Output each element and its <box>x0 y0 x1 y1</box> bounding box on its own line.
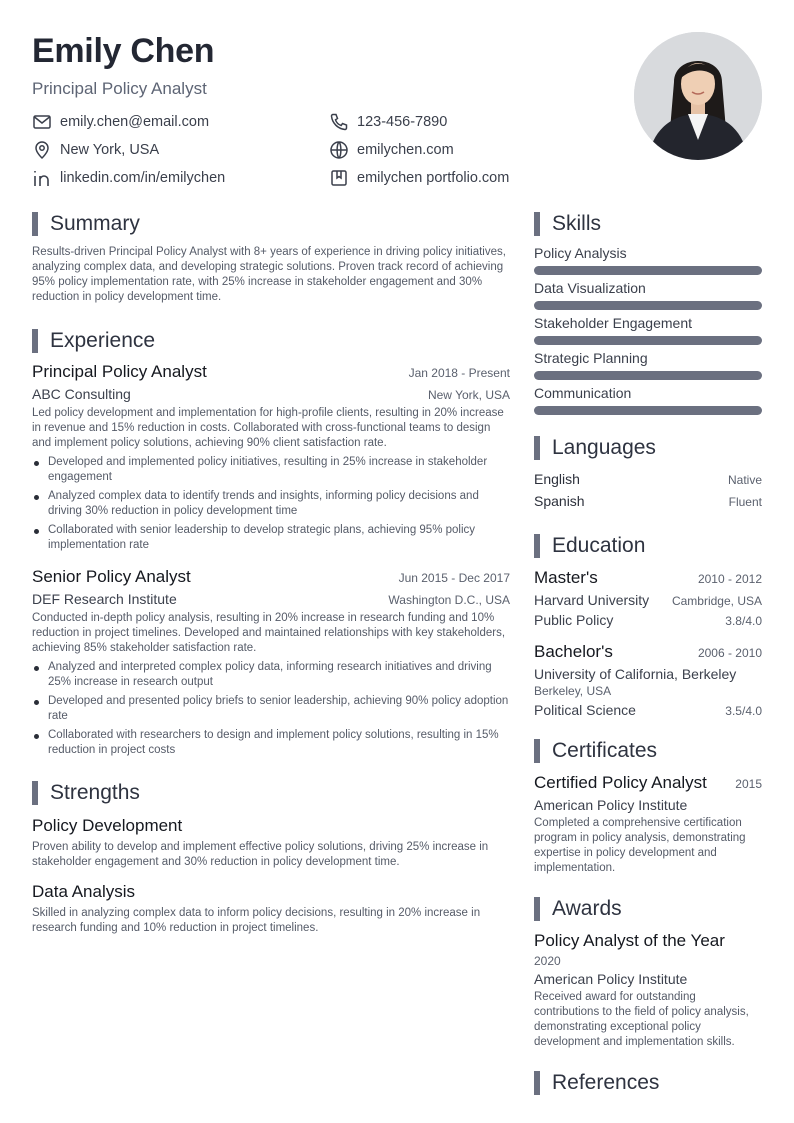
skill-bar <box>534 301 762 310</box>
strength-title: Policy Development <box>32 816 183 835</box>
certificate-title: Certified Policy Analyst <box>534 773 707 792</box>
certificate-year: 2015 <box>735 777 762 791</box>
bookmark-icon <box>329 168 349 188</box>
profile-photo <box>634 32 762 160</box>
list-item: Analyzed and interpreted complex policy data, informing research initiatives and driving 25% increase in research output <box>32 660 510 690</box>
resume-header <box>32 30 632 186</box>
languages-list <box>534 469 762 513</box>
certificate-entry <box>534 773 762 876</box>
summary-text: Results-driven Principal Policy Analyst with 8+ years of experience in driving policy initiatives, analyzing complex data, and developing strategic solutions. Proven track record of achieving 95% policy implementation rate, with 25% increase in stakeholder engagement and 30% reduction in policy development time. <box>32 246 506 303</box>
education-entry <box>534 568 762 628</box>
strength-item <box>32 882 510 936</box>
education-entry <box>534 642 762 718</box>
skills-list <box>534 244 762 415</box>
contact-phone[interactable] <box>329 112 447 132</box>
certificate-issuer: American Policy Institute <box>534 797 688 813</box>
job-dates: Jan 2018 - Present <box>408 366 510 380</box>
language-row <box>534 469 762 491</box>
job-entry <box>32 567 510 758</box>
award-entry <box>534 931 762 1050</box>
candidate-title: Principal Policy Analyst <box>32 79 207 98</box>
award-year: 2020 <box>534 954 561 968</box>
right-column <box>534 211 762 1096</box>
skill-name: Policy Analysis <box>534 245 627 261</box>
contact-text: emilychen portfolio.com <box>357 170 510 186</box>
list-item: Analyzed complex data to identify trends and insights, informing policy decisions and driving 30% reduction in policy development time <box>32 489 510 519</box>
contact-linkedin[interactable] <box>32 168 225 188</box>
edu-school: Harvard University <box>534 592 650 608</box>
contact-location <box>32 140 159 160</box>
edu-gpa: 3.8/4.0 <box>725 614 762 628</box>
job-description: Conducted in-depth policy analysis, resulting in 20% increase in research funding and 10% reduction in project timelines. Developed and maintained relationships with key stakeholders, achieving 85% stakeholder satisfaction rate. <box>32 612 506 654</box>
summary-heading: Summary <box>32 211 510 237</box>
list-item: Collaborated with researchers to design and implement policy solutions, resulting in 15% reduction in project costs <box>32 728 510 758</box>
contact-text: emilychen.com <box>357 142 454 158</box>
job-title: Principal Policy Analyst <box>32 362 207 381</box>
edu-school: University of California, Berkeley <box>534 666 737 682</box>
job-description: Led policy development and implementation for high-profile clients, resulting in 20% increase in revenue and 15% reduction in costs. Collaborated with cross-functional teams to design and implement policy solutions, achieving 90% client satisfaction rate. <box>32 407 504 449</box>
contact-text: 123-456-7890 <box>357 114 448 130</box>
candidate-name: Emily Chen <box>32 32 215 70</box>
job-location: New York, USA <box>427 388 510 402</box>
globe-icon <box>329 140 349 160</box>
edu-location: Cambridge, USA <box>671 594 762 608</box>
education-heading: Education <box>534 533 762 559</box>
skill-name: Stakeholder Engagement <box>534 315 692 331</box>
edu-degree: Master's <box>534 568 598 587</box>
languages-heading: Languages <box>534 435 762 461</box>
edu-years: 2010 - 2012 <box>697 572 762 586</box>
edu-field: Political Science <box>534 702 636 718</box>
strength-item <box>32 816 510 870</box>
list-item: Collaborated with senior leadership to develop strategic plans, achieving 95% policy implementation rate <box>32 523 510 553</box>
skill-bar <box>534 336 762 345</box>
language-level: Native <box>727 473 762 487</box>
edu-location: Berkeley, USA <box>534 684 612 698</box>
contact-website[interactable] <box>329 140 454 160</box>
strengths-heading: Strengths <box>32 780 510 806</box>
skills-heading: Skills <box>534 211 762 237</box>
language-level: Fluent <box>728 495 762 509</box>
certificate-description: Completed a comprehensive certification program in policy analysis, demonstrating expertise in policy development and implementation. <box>534 817 746 874</box>
contact-text: emily.chen@email.com <box>60 114 210 130</box>
certificates-heading: Certificates <box>534 738 762 764</box>
linkedin-icon <box>32 168 52 188</box>
references-heading: References <box>534 1070 762 1096</box>
edu-gpa: 3.5/4.0 <box>725 704 762 718</box>
language-name: Spanish <box>534 493 585 509</box>
location-pin-icon <box>32 140 52 160</box>
edu-years: 2006 - 2010 <box>697 646 762 660</box>
contact-text: New York, USA <box>60 142 160 158</box>
skill-bar <box>534 266 762 275</box>
experience-heading: Experience <box>32 328 510 354</box>
email-icon <box>32 112 52 132</box>
job-company: DEF Research Institute <box>32 591 177 607</box>
edu-field: Public Policy <box>534 612 614 628</box>
award-description: Received award for outstanding contributions to the field of policy analysis, demonstrating exceptional policy development and implementation skills. <box>534 991 749 1048</box>
left-column <box>32 211 510 936</box>
language-row <box>534 491 762 513</box>
job-dates: Jun 2015 - Dec 2017 <box>398 571 510 585</box>
phone-icon <box>329 112 349 132</box>
contact-portfolio[interactable] <box>329 168 509 188</box>
job-entry <box>32 362 510 553</box>
skill-bar <box>534 406 762 415</box>
strength-text: Proven ability to develop and implement effective policy solutions, driving 25% increase in stakeholder engagement and 30% reduction in policy development time. <box>32 841 489 868</box>
job-company: ABC Consulting <box>32 386 131 402</box>
job-location: Washington D.C., USA <box>388 593 510 607</box>
award-title: Policy Analyst of the Year <box>534 931 725 950</box>
awards-heading: Awards <box>534 896 762 922</box>
portrait-image <box>634 32 762 160</box>
contact-email[interactable] <box>32 112 209 132</box>
contact-text: linkedin.com/in/emilychen <box>60 170 226 186</box>
strength-title: Data Analysis <box>32 882 135 901</box>
skill-name: Communication <box>534 385 632 401</box>
language-name: English <box>534 471 580 487</box>
skill-name: Data Visualization <box>534 280 646 296</box>
edu-degree: Bachelor's <box>534 642 613 661</box>
skill-name: Strategic Planning <box>534 350 648 366</box>
list-item: Developed and presented policy briefs to senior leadership, achieving 90% policy adoption rate <box>32 694 510 724</box>
list-item: Developed and implemented policy initiatives, resulting in 25% increase in stakeholder engagement <box>32 455 510 485</box>
skill-bar <box>534 371 762 380</box>
job-title: Senior Policy Analyst <box>32 567 191 586</box>
strength-text: Skilled in analyzing complex data to inform policy decisions, resulting in 20% increase in research funding and 10% reduction in project timelines. <box>32 907 481 934</box>
job-bullets <box>32 455 510 553</box>
award-issuer: American Policy Institute <box>534 971 688 987</box>
job-bullets <box>32 660 510 758</box>
